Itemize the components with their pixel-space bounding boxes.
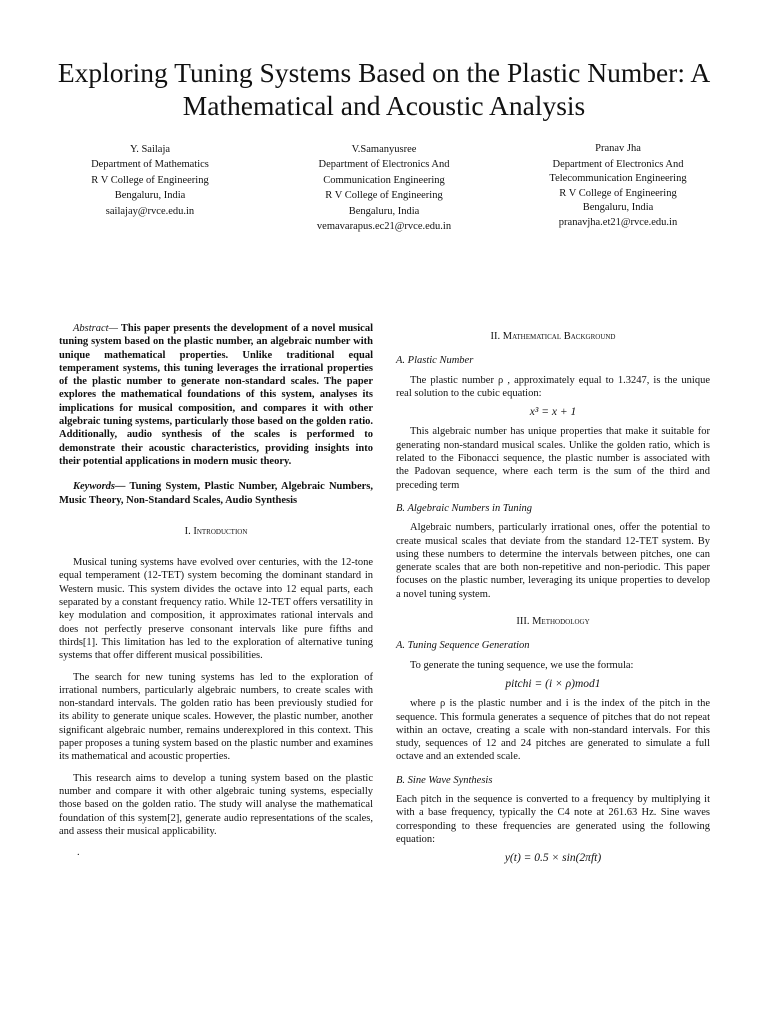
author-affiliation: Department of Electronics And <box>552 158 684 170</box>
intro-paragraph-2: The search for new tuning systems has led to the exploration of irrational numbers, particularly algebraic numbers, to create scales with non-standard intervals. The golden ratio has been previously studied for its ability to generate unique scales. However, the plastic number, another significant algebraic number, remains underexplored in this context. This paper proposes a tuning system based on the plastic number and examines its mathematical and acoustic properties. <box>59 671 373 763</box>
equation-sine: y(t) = 0.5 × sin(2πft) <box>504 852 602 865</box>
subsection-sine-synthesis: B. Sine Wave Synthesis <box>396 774 493 786</box>
intro-paragraph-1: Musical tuning systems have evolved over centuries, with the 12-tone equal temperament (12-TET) system becoming the dominant standard in Western music. This system divides the octave into 12 equal parts, each separated by a constant frequency ratio. While 12-TET offers versatility in key modulation and composition, it approximates rational intervals and does not perfectly preserve consonant intervals like pure fifths and thirds[1]. This limitation has led to the exploration of alternative tuning systems that offer different musical possibilities. <box>59 557 373 662</box>
plastic-number-properties: This algebraic number has unique properties that make it suitable for generating non-standard musical scales. Unlike the golden ratio, which is related to the Fibonacci sequence, the plastic number is associated with the Padovan sequence, where each term is the sum of the third and preceding term <box>396 426 710 491</box>
tuning-sequence-intro: To generate the tuning sequence, we use the formula: <box>410 659 634 671</box>
sine-synthesis-paragraph: Each pitch in the sequence is converted to a frequency by multiplying it with a base frequency, typically the C4 note at 261.63 Hz. Sine waves corresponding to these frequencies are generated using the following equation: <box>396 794 710 845</box>
author-3 <box>528 142 708 231</box>
equation-pitch: pitchi = (i × ρ)mod1 <box>505 677 601 690</box>
author-affiliation: Communication Engineering <box>323 174 445 186</box>
intro-paragraph-3: This research aims to develop a tuning system based on the plastic number and compare it with other algebraic tuning systems, especially those based on the golden ratio. The study will analyse the mathematical foundation of this system[2], generate audio representations of the scales, and assess their musical applicability. <box>59 772 373 837</box>
left-column <box>59 322 373 859</box>
author-location: Bengaluru, India <box>114 190 186 202</box>
author-email: pranavjha.et21@rvce.edu.in <box>558 216 678 228</box>
abstract-text: This paper presents the development of a novel musical tuning system based on the plastic number, an algebraic number with unique mathematical properties. Unlike traditional equal temperament systems, this tuning leverages the irrational properties of the plastic number to generate non-standard scales. The paper explores the mathematical foundations of this system, analyses its implications for musical composition, and compares it with other algebraic tuning systems, particularly those based on the golden ratio. Additionally, audio synthesis of the scales is performed to demonstrate their acoustic characteristics, providing insights into their potential applications in modern music theory. <box>59 323 373 467</box>
algebraic-tuning-paragraph: Algebraic numbers, particularly irrational ones, offer the potential to create musical scales that deviate from the standard 12-TET system. By using these numbers to determine the intervals between pitches, one can generate scales that are both non-repetitive and non-periodic. This paper focuses on the plastic number, leveraging its unique properties to develop a novel tuning system. <box>396 522 710 600</box>
section-heading-introduction: I. Introduction <box>184 525 248 537</box>
author-affiliation: R V College of Engineering <box>91 174 209 186</box>
author-affiliation: Department of Mathematics <box>91 159 209 171</box>
keywords-text: Tuning System, Plastic Number, Algebraic Numbers, Music Theory, Non-Standard Scales, Audio Synthesis <box>59 481 373 506</box>
paper-title: Exploring Tuning Systems Based on the Plastic Number: A Mathematical and Acoustic Analysis <box>57 57 711 121</box>
author-location: Bengaluru, India <box>582 202 654 214</box>
equation-cubic: x³ = x + 1 <box>529 406 577 419</box>
author-name: Pranav Jha <box>595 143 641 154</box>
author-2 <box>294 142 474 234</box>
author-affiliation: R V College of Engineering <box>559 187 677 199</box>
author-affiliation: Telecommunication Engineering <box>549 173 687 185</box>
author-affiliation: R V College of Engineering <box>325 190 443 202</box>
section-heading-methodology: III. Methodology <box>516 616 590 628</box>
trailing-mark: . <box>77 847 80 859</box>
subsection-tuning-sequence: A. Tuning Sequence Generation <box>396 640 530 652</box>
subsection-algebraic-tuning: B. Algebraic Numbers in Tuning <box>396 502 533 514</box>
author-name: Y. Sailaja <box>129 144 171 155</box>
subsection-plastic-number: A. Plastic Number <box>396 355 474 367</box>
author-location: Bengaluru, India <box>348 205 420 217</box>
abstract-label: Abstract— <box>73 323 118 334</box>
plastic-number-paragraph: The plastic number ρ , approximately equal to 1.3247, is the unique real solution to the cubic equation: <box>396 374 710 399</box>
abstract <box>59 322 373 468</box>
keywords-label: Keywords— <box>73 481 126 493</box>
author-name: V.Samanyusree <box>351 144 417 155</box>
author-email: sailajay@rvce.edu.in <box>105 205 195 217</box>
tuning-sequence-paragraph: where ρ is the plastic number and i is the index of the pitch in the sequence. This formula generates a sequence of pitches that do not repeat within an octave, creating a scale with non-standard intervals. For this study, sequences of 12 and 24 pitches are generated to simulate a full octave and an extended scale. <box>396 698 710 763</box>
author-1 <box>60 142 240 219</box>
section-heading-math: II. Mathematical Background <box>490 331 616 342</box>
right-column <box>396 320 710 872</box>
keywords <box>59 480 373 507</box>
author-affiliation: Department of Electronics And <box>318 159 450 171</box>
author-email: vemavarapus.ec21@rvce.edu.in <box>316 221 452 233</box>
